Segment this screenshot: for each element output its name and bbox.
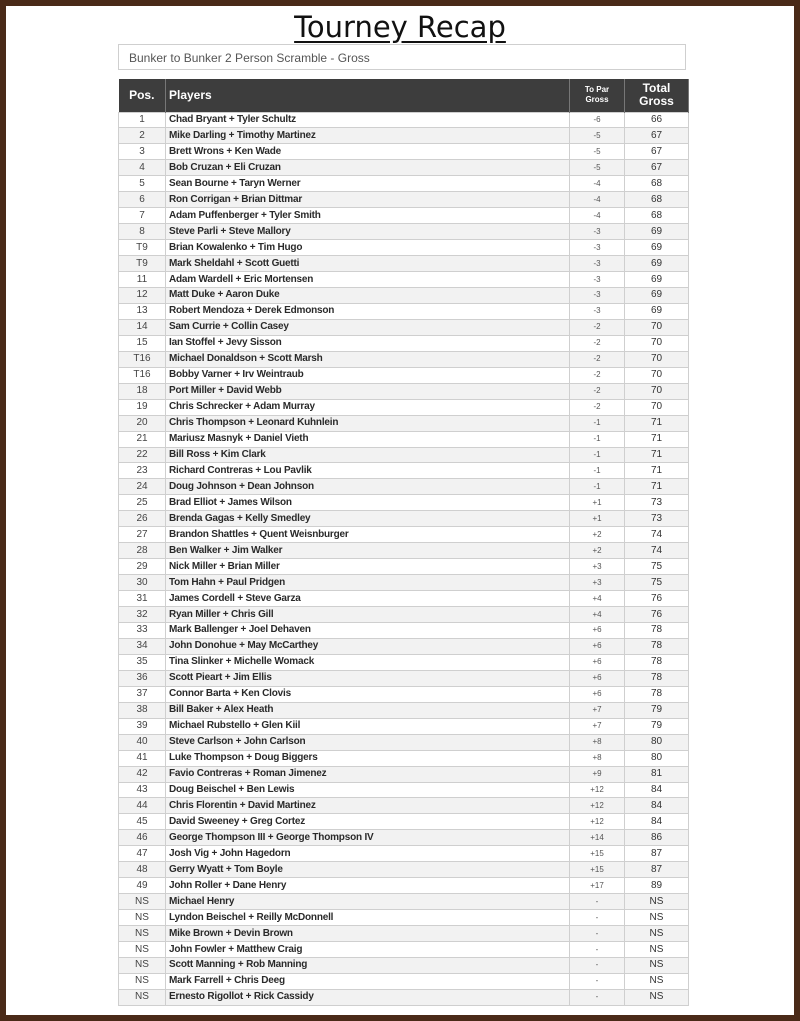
row-pos: 25	[119, 495, 166, 511]
row-to-par: -2	[570, 319, 625, 335]
row-players: Richard Contreras + Lou Pavlik	[166, 463, 570, 479]
table-row	[119, 463, 689, 479]
table-row	[119, 623, 689, 639]
row-to-par: +6	[570, 654, 625, 670]
row-players: Scott Pieart + Jim Ellis	[166, 670, 570, 686]
row-players: Chad Bryant + Tyler Schultz	[166, 112, 570, 128]
row-to-par: -4	[570, 176, 625, 192]
row-players: Mark Farrell + Chris Deeg	[166, 973, 570, 989]
row-to-par: -1	[570, 463, 625, 479]
table-row	[119, 367, 689, 383]
row-to-par: -	[570, 910, 625, 926]
table-row	[119, 638, 689, 654]
row-total: 74	[625, 543, 689, 559]
table-row	[119, 846, 689, 862]
table-row	[119, 862, 689, 878]
row-players: Lyndon Beischel + Reilly McDonnell	[166, 910, 570, 926]
row-total: 67	[625, 128, 689, 144]
row-total: NS	[625, 926, 689, 942]
row-pos: 19	[119, 399, 166, 415]
row-pos: 23	[119, 463, 166, 479]
table-row	[119, 160, 689, 176]
table-row	[119, 766, 689, 782]
row-players: Doug Johnson + Dean Johnson	[166, 479, 570, 495]
row-to-par: -	[570, 894, 625, 910]
row-players: Brett Wrons + Ken Wade	[166, 144, 570, 160]
row-to-par: +12	[570, 814, 625, 830]
row-to-par: -3	[570, 240, 625, 256]
table-row	[119, 654, 689, 670]
row-total: 78	[625, 670, 689, 686]
row-players: Luke Thompson + Doug Biggers	[166, 750, 570, 766]
row-total: 70	[625, 367, 689, 383]
row-total: NS	[625, 942, 689, 958]
row-to-par: +2	[570, 527, 625, 543]
row-total: 75	[625, 575, 689, 591]
table-row	[119, 942, 689, 958]
row-pos: 14	[119, 319, 166, 335]
row-total: 71	[625, 479, 689, 495]
row-pos: NS	[119, 973, 166, 989]
row-players: John Fowler + Matthew Craig	[166, 942, 570, 958]
row-pos: 37	[119, 686, 166, 702]
table-row	[119, 511, 689, 527]
row-pos: 15	[119, 335, 166, 351]
row-pos: 20	[119, 415, 166, 431]
row-pos: 27	[119, 527, 166, 543]
row-total: 71	[625, 431, 689, 447]
table-row	[119, 559, 689, 575]
row-to-par: +12	[570, 798, 625, 814]
row-players: Mariusz Masnyk + Daniel Vieth	[166, 431, 570, 447]
row-to-par: +3	[570, 559, 625, 575]
row-players: Gerry Wyatt + Tom Boyle	[166, 862, 570, 878]
row-players: Chris Schrecker + Adam Murray	[166, 399, 570, 415]
row-players: Michael Donaldson + Scott Marsh	[166, 351, 570, 367]
row-pos: T9	[119, 240, 166, 256]
row-total: 87	[625, 862, 689, 878]
row-pos: 42	[119, 766, 166, 782]
row-total: NS	[625, 894, 689, 910]
row-pos: T9	[119, 256, 166, 272]
row-total: 84	[625, 814, 689, 830]
header-to-par-line1: To Par	[584, 85, 610, 95]
row-to-par: -5	[570, 160, 625, 176]
row-to-par: +3	[570, 575, 625, 591]
row-pos: NS	[119, 894, 166, 910]
row-to-par: -	[570, 926, 625, 942]
row-to-par: -5	[570, 128, 625, 144]
row-to-par: -	[570, 942, 625, 958]
row-pos: 21	[119, 431, 166, 447]
row-pos: NS	[119, 926, 166, 942]
row-players: Bill Ross + Kim Clark	[166, 447, 570, 463]
row-players: Adam Puffenberger + Tyler Smith	[166, 208, 570, 224]
table-row	[119, 926, 689, 942]
row-total: 66	[625, 112, 689, 128]
row-pos: 31	[119, 591, 166, 607]
row-pos: NS	[119, 910, 166, 926]
row-pos: 44	[119, 798, 166, 814]
table-row	[119, 830, 689, 846]
row-to-par: -1	[570, 447, 625, 463]
row-total: 69	[625, 303, 689, 319]
event-name-box: Bunker to Bunker 2 Person Scramble - Gross	[118, 44, 686, 70]
table-row	[119, 399, 689, 415]
table-row	[119, 415, 689, 431]
row-to-par: -3	[570, 256, 625, 272]
row-to-par: +6	[570, 623, 625, 639]
row-pos: 34	[119, 638, 166, 654]
row-total: 70	[625, 399, 689, 415]
row-pos: 3	[119, 144, 166, 160]
table-row	[119, 479, 689, 495]
row-to-par: -1	[570, 431, 625, 447]
row-pos: 33	[119, 623, 166, 639]
row-players: Bob Cruzan + Eli Cruzan	[166, 160, 570, 176]
table-row	[119, 910, 689, 926]
row-to-par: +8	[570, 750, 625, 766]
row-players: Tina Slinker + Michelle Womack	[166, 654, 570, 670]
row-pos: 6	[119, 192, 166, 208]
row-pos: 11	[119, 272, 166, 288]
row-to-par: -2	[570, 367, 625, 383]
row-to-par: -2	[570, 351, 625, 367]
row-players: Brenda Gagas + Kelly Smedley	[166, 511, 570, 527]
table-row	[119, 750, 689, 766]
table-header-row	[119, 79, 689, 112]
row-players: Ernesto Rigollot + Rick Cassidy	[166, 989, 570, 1005]
header-total	[625, 79, 689, 112]
leaderboard-body	[119, 112, 689, 1005]
table-row	[119, 702, 689, 718]
row-pos: 48	[119, 862, 166, 878]
row-players: John Roller + Dane Henry	[166, 878, 570, 894]
row-players: Port Miller + David Webb	[166, 383, 570, 399]
row-pos: 13	[119, 303, 166, 319]
header-pos: Pos.	[119, 79, 166, 112]
row-to-par: -2	[570, 399, 625, 415]
row-players: Scott Manning + Rob Manning	[166, 958, 570, 974]
row-pos: 43	[119, 782, 166, 798]
table-row	[119, 894, 689, 910]
table-row	[119, 335, 689, 351]
row-players: Nick Miller + Brian Miller	[166, 559, 570, 575]
row-to-par: +1	[570, 511, 625, 527]
row-total: 78	[625, 638, 689, 654]
row-to-par: +6	[570, 638, 625, 654]
table-row	[119, 814, 689, 830]
row-players: Robert Mendoza + Derek Edmonson	[166, 303, 570, 319]
row-players: Sean Bourne + Taryn Werner	[166, 176, 570, 192]
row-total: 84	[625, 798, 689, 814]
table-row	[119, 670, 689, 686]
row-total: 76	[625, 607, 689, 623]
row-total: 78	[625, 654, 689, 670]
row-to-par: +6	[570, 686, 625, 702]
row-players: Favio Contreras + Roman Jimenez	[166, 766, 570, 782]
row-total: 84	[625, 782, 689, 798]
row-pos: 22	[119, 447, 166, 463]
row-to-par: +8	[570, 734, 625, 750]
row-total: 76	[625, 591, 689, 607]
row-pos: 38	[119, 702, 166, 718]
row-players: Adam Wardell + Eric Mortensen	[166, 272, 570, 288]
row-to-par: -4	[570, 192, 625, 208]
table-row	[119, 591, 689, 607]
table-row	[119, 607, 689, 623]
table-row	[119, 351, 689, 367]
table-row	[119, 224, 689, 240]
row-pos: 32	[119, 607, 166, 623]
row-total: 86	[625, 830, 689, 846]
row-total: 75	[625, 559, 689, 575]
table-row	[119, 798, 689, 814]
row-pos: 36	[119, 670, 166, 686]
row-total: 89	[625, 878, 689, 894]
row-total: 71	[625, 447, 689, 463]
header-to-par	[570, 79, 625, 112]
table-row	[119, 782, 689, 798]
row-total: 81	[625, 766, 689, 782]
row-total: 70	[625, 383, 689, 399]
table-row	[119, 112, 689, 128]
table-row	[119, 878, 689, 894]
row-total: 80	[625, 734, 689, 750]
row-total: 68	[625, 176, 689, 192]
table-row	[119, 319, 689, 335]
row-pos: 30	[119, 575, 166, 591]
row-total: 71	[625, 463, 689, 479]
row-total: 67	[625, 160, 689, 176]
row-pos: 2	[119, 128, 166, 144]
row-pos: 40	[119, 734, 166, 750]
row-players: Tom Hahn + Paul Pridgen	[166, 575, 570, 591]
table-row	[119, 575, 689, 591]
row-pos: T16	[119, 367, 166, 383]
row-pos: NS	[119, 958, 166, 974]
table-row	[119, 383, 689, 399]
row-players: Doug Beischel + Ben Lewis	[166, 782, 570, 798]
row-players: Steve Carlson + John Carlson	[166, 734, 570, 750]
row-players: Mike Darling + Timothy Martinez	[166, 128, 570, 144]
row-pos: 12	[119, 287, 166, 303]
row-total: 69	[625, 287, 689, 303]
table-row	[119, 973, 689, 989]
row-total: 67	[625, 144, 689, 160]
row-players: James Cordell + Steve Garza	[166, 591, 570, 607]
row-total: 70	[625, 351, 689, 367]
row-to-par: +4	[570, 607, 625, 623]
row-total: 74	[625, 527, 689, 543]
row-players: Bobby Varner + Irv Weintraub	[166, 367, 570, 383]
row-total: 87	[625, 846, 689, 862]
row-players: George Thompson III + George Thompson IV	[166, 830, 570, 846]
row-pos: NS	[119, 942, 166, 958]
row-players: Chris Thompson + Leonard Kuhnlein	[166, 415, 570, 431]
row-total: 68	[625, 208, 689, 224]
row-to-par: -	[570, 958, 625, 974]
row-total: 78	[625, 623, 689, 639]
row-to-par: +9	[570, 766, 625, 782]
row-pos: 7	[119, 208, 166, 224]
row-total: 80	[625, 750, 689, 766]
row-total: 70	[625, 335, 689, 351]
row-players: David Sweeney + Greg Cortez	[166, 814, 570, 830]
row-players: Ben Walker + Jim Walker	[166, 543, 570, 559]
table-row	[119, 176, 689, 192]
row-to-par: +15	[570, 846, 625, 862]
row-pos: 26	[119, 511, 166, 527]
table-row	[119, 240, 689, 256]
row-pos: 29	[119, 559, 166, 575]
row-to-par: -3	[570, 303, 625, 319]
row-pos: 8	[119, 224, 166, 240]
row-players: John Donohue + May McCarthey	[166, 638, 570, 654]
leaderboard-table	[118, 79, 689, 1006]
recap-page	[6, 6, 794, 1015]
row-total: 69	[625, 224, 689, 240]
row-to-par: -3	[570, 272, 625, 288]
row-players: Mike Brown + Devin Brown	[166, 926, 570, 942]
table-row	[119, 272, 689, 288]
page-title: Tourney Recap	[294, 10, 506, 44]
row-to-par: +2	[570, 543, 625, 559]
row-players: Josh Vig + John Hagedorn	[166, 846, 570, 862]
row-pos: 24	[119, 479, 166, 495]
row-pos: 46	[119, 830, 166, 846]
row-to-par: +17	[570, 878, 625, 894]
row-to-par: +4	[570, 591, 625, 607]
table-row	[119, 287, 689, 303]
table-row	[119, 192, 689, 208]
table-row	[119, 527, 689, 543]
row-players: Michael Rubstello + Glen Kiil	[166, 718, 570, 734]
table-row	[119, 718, 689, 734]
row-pos: 41	[119, 750, 166, 766]
table-row	[119, 958, 689, 974]
row-pos: 47	[119, 846, 166, 862]
row-total: NS	[625, 910, 689, 926]
row-pos: 35	[119, 654, 166, 670]
row-total: 71	[625, 415, 689, 431]
row-total: 68	[625, 192, 689, 208]
row-to-par: +7	[570, 702, 625, 718]
row-pos: 39	[119, 718, 166, 734]
row-total: 79	[625, 702, 689, 718]
row-pos: 49	[119, 878, 166, 894]
row-to-par: +12	[570, 782, 625, 798]
row-players: Ryan Miller + Chris Gill	[166, 607, 570, 623]
row-total: 79	[625, 718, 689, 734]
header-to-par-line2: Gross	[585, 95, 609, 105]
header-total-line2: Gross	[639, 94, 674, 109]
table-row	[119, 686, 689, 702]
row-pos: 28	[119, 543, 166, 559]
row-pos: 1	[119, 112, 166, 128]
row-to-par: -	[570, 989, 625, 1005]
row-players: Brad Elliot + James Wilson	[166, 495, 570, 511]
row-players: Michael Henry	[166, 894, 570, 910]
row-pos: NS	[119, 989, 166, 1005]
row-total: 69	[625, 240, 689, 256]
row-players: Steve Parli + Steve Mallory	[166, 224, 570, 240]
row-players: Chris Florentin + David Martinez	[166, 798, 570, 814]
row-pos: 4	[119, 160, 166, 176]
row-to-par: -3	[570, 287, 625, 303]
row-to-par: -5	[570, 144, 625, 160]
row-to-par: +6	[570, 670, 625, 686]
row-players: Mark Sheldahl + Scott Guetti	[166, 256, 570, 272]
row-to-par: +15	[570, 862, 625, 878]
row-total: NS	[625, 989, 689, 1005]
row-total: 70	[625, 319, 689, 335]
row-players: Matt Duke + Aaron Duke	[166, 287, 570, 303]
row-to-par: -3	[570, 224, 625, 240]
row-to-par: -2	[570, 383, 625, 399]
row-total: 78	[625, 686, 689, 702]
row-players: Mark Ballenger + Joel Dehaven	[166, 623, 570, 639]
row-to-par: +1	[570, 495, 625, 511]
row-players: Brian Kowalenko + Tim Hugo	[166, 240, 570, 256]
table-row	[119, 495, 689, 511]
row-to-par: -1	[570, 479, 625, 495]
row-players: Ron Corrigan + Brian Dittmar	[166, 192, 570, 208]
row-pos: 5	[119, 176, 166, 192]
header-total-line1: Total	[642, 81, 671, 96]
table-row	[119, 447, 689, 463]
table-row	[119, 208, 689, 224]
row-pos: T16	[119, 351, 166, 367]
header-players: Players	[166, 79, 570, 112]
table-row	[119, 303, 689, 319]
row-to-par: -1	[570, 415, 625, 431]
table-row	[119, 543, 689, 559]
table-row	[119, 128, 689, 144]
row-players: Brandon Shattles + Quent Weisnburger	[166, 527, 570, 543]
row-players: Bill Baker + Alex Heath	[166, 702, 570, 718]
row-total: 73	[625, 495, 689, 511]
row-pos: 18	[119, 383, 166, 399]
row-pos: 45	[119, 814, 166, 830]
row-total: NS	[625, 958, 689, 974]
table-row	[119, 989, 689, 1005]
row-to-par: +7	[570, 718, 625, 734]
row-total: 69	[625, 272, 689, 288]
row-players: Ian Stoffel + Jevy Sisson	[166, 335, 570, 351]
row-total: NS	[625, 973, 689, 989]
row-to-par: -2	[570, 335, 625, 351]
row-to-par: +14	[570, 830, 625, 846]
table-row	[119, 144, 689, 160]
table-row	[119, 734, 689, 750]
table-row	[119, 256, 689, 272]
row-to-par: -4	[570, 208, 625, 224]
row-to-par: -6	[570, 112, 625, 128]
row-players: Sam Currie + Collin Casey	[166, 319, 570, 335]
row-total: 73	[625, 511, 689, 527]
table-row	[119, 431, 689, 447]
row-total: 69	[625, 256, 689, 272]
row-to-par: -	[570, 973, 625, 989]
row-players: Connor Barta + Ken Clovis	[166, 686, 570, 702]
